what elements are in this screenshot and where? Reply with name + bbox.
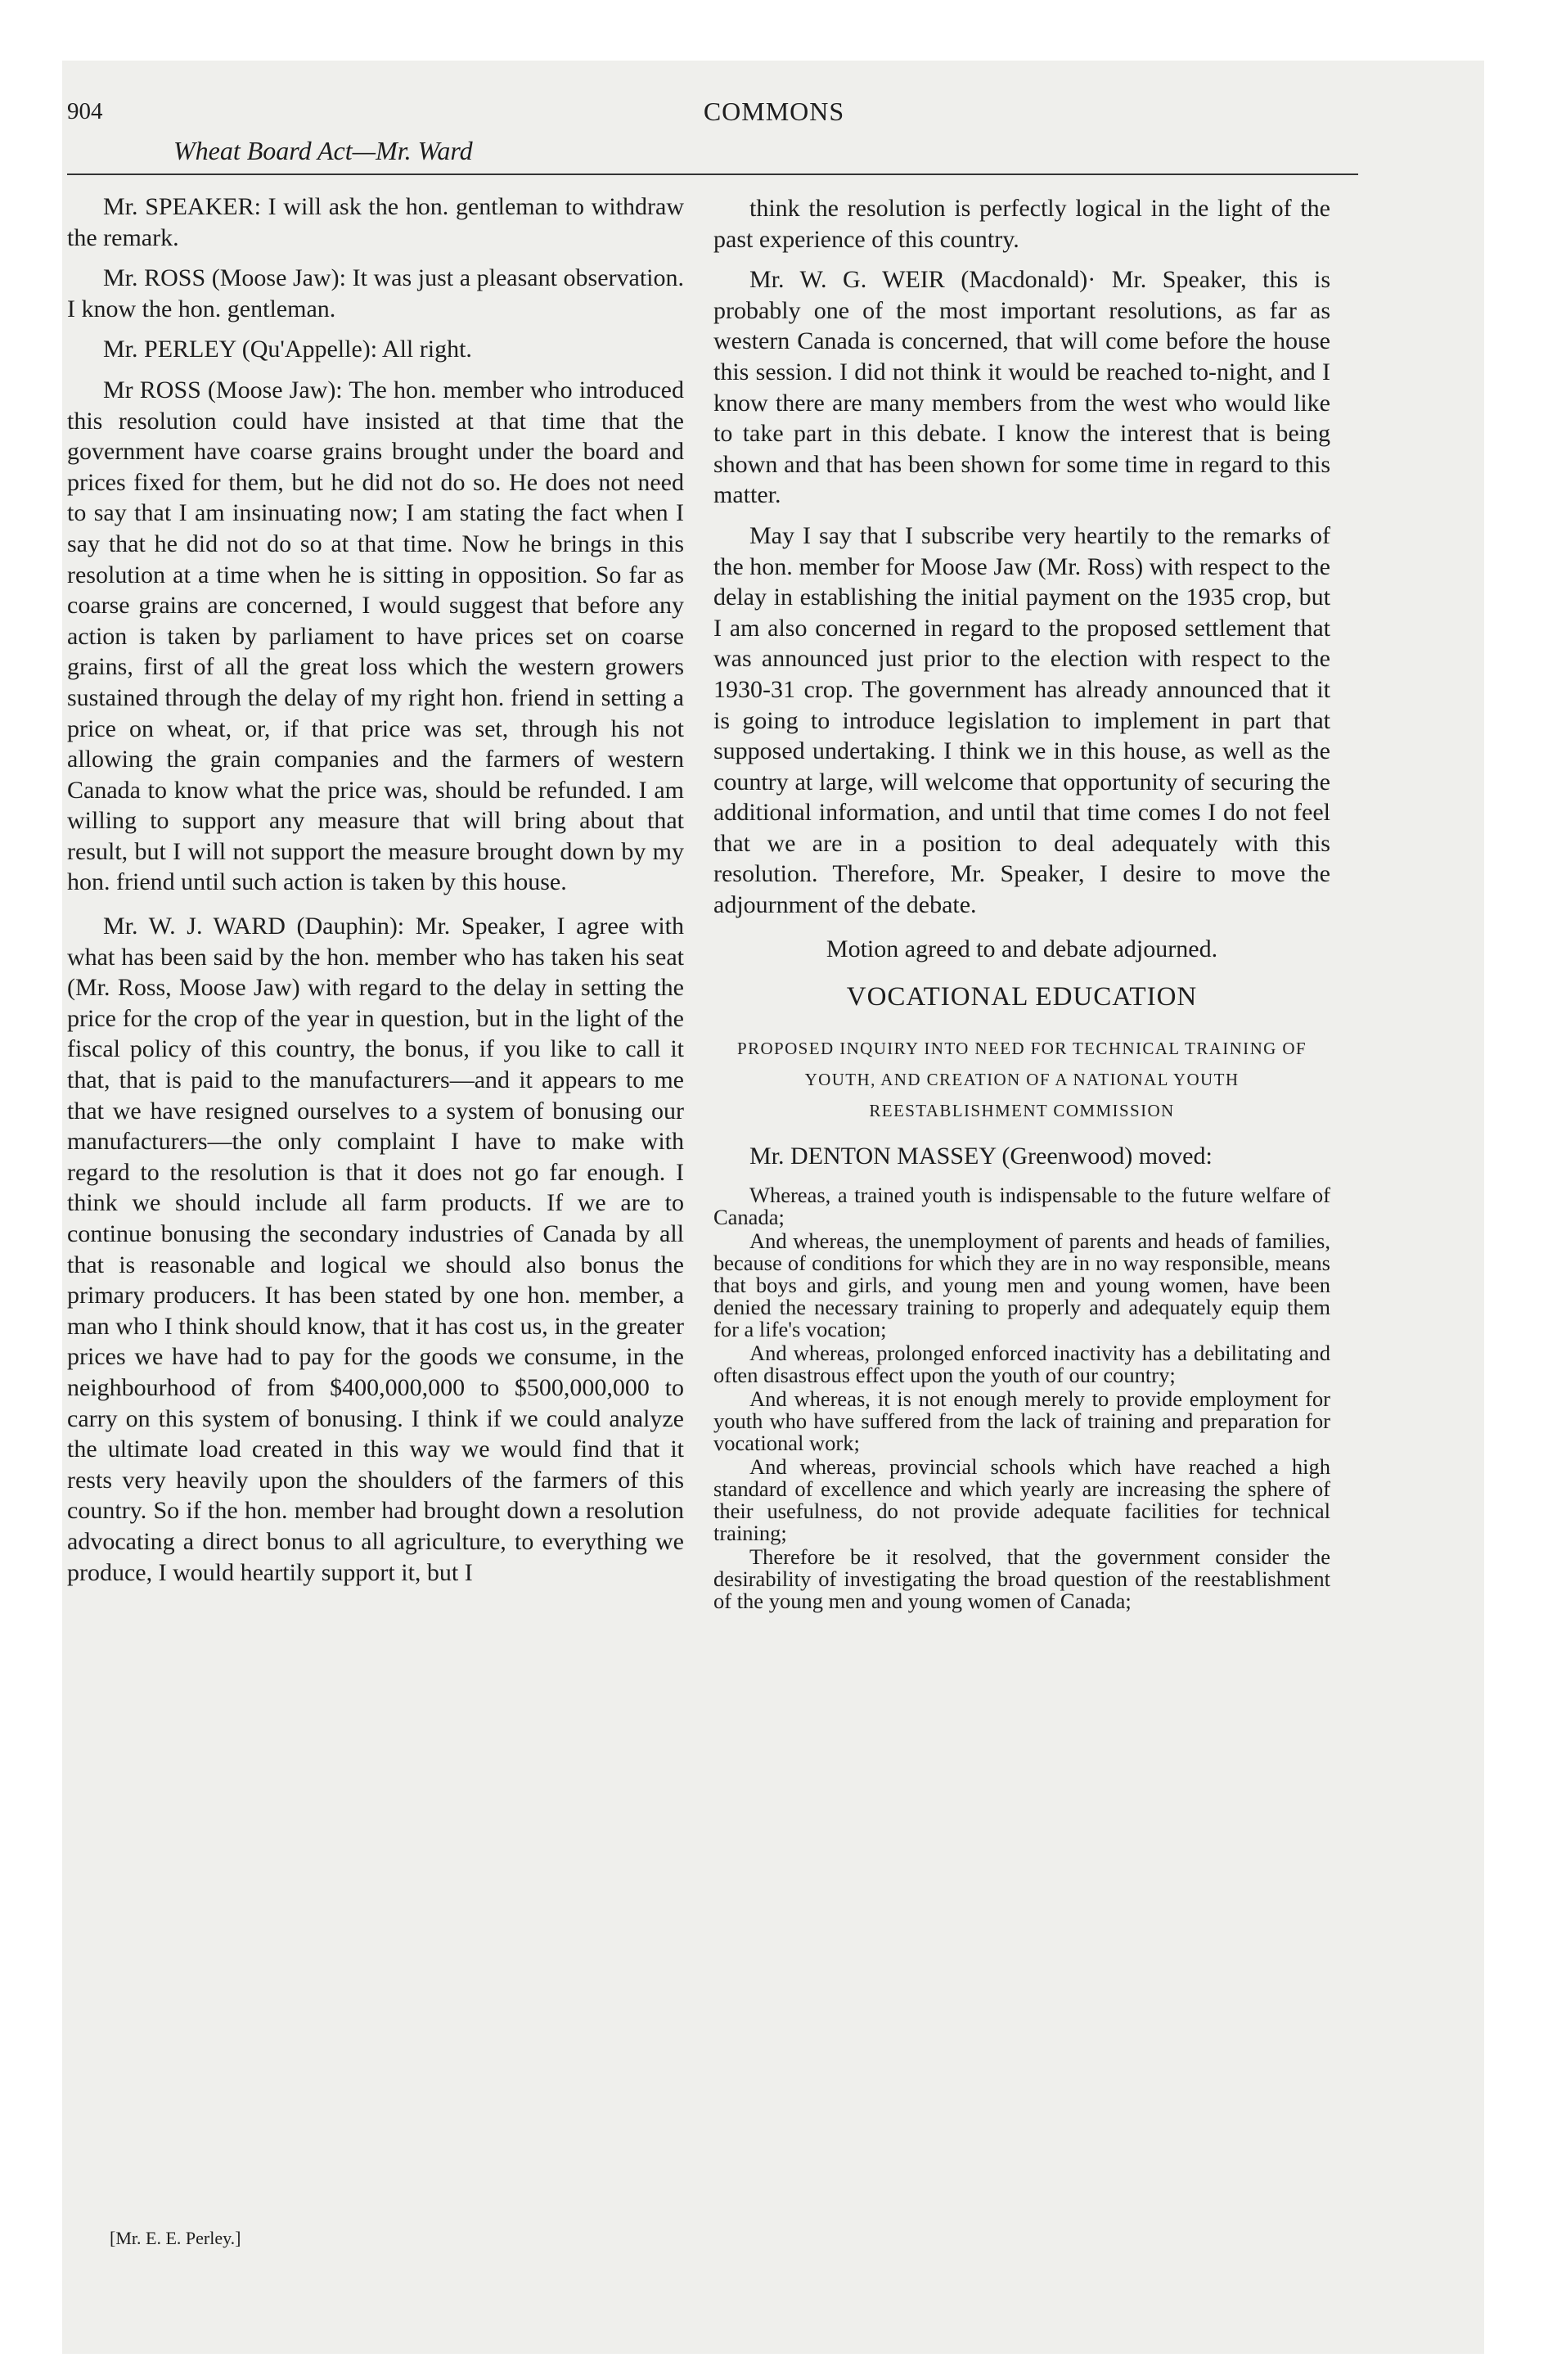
mover-line: Mr. DENTON MASSEY (Greenwood) moved: bbox=[749, 1142, 1213, 1170]
page-title: COMMONS bbox=[703, 97, 845, 126]
resolution-clause: Therefore be it resolved, that the government consider the desirability of investigating the broad question of the reestablishment of the young men and young women of Canada; bbox=[713, 1544, 1330, 1614]
paragraph: think the resolution is perfectly logical in the light of the past experience of this country. bbox=[713, 195, 1330, 253]
resolution-clause: And whereas, provincial schools which have reached a high standard of excellence and which yearly are increasing the sphere of their usefulness, do not provide adequate facilities for technical training; bbox=[713, 1454, 1330, 1546]
paragraph: Mr. W. G. WEIR (Macdonald)· Mr. Speaker, this is probably one of the most important resolutions, as far as western Canada is concerned, that will come before the house this session. I did not think it would be reached to-night, and I know there are many members from the west who would like to take part in this debate. I know the interest that is being shown and that has been shown for some time in regard to this matter. bbox=[713, 266, 1330, 509]
section-heading: VOCATIONAL EDUCATION bbox=[846, 982, 1198, 1012]
paragraph: Mr. PERLEY (Qu'Appelle): All right. bbox=[103, 336, 472, 363]
paragraph: Mr. SPEAKER: I will ask the hon. gentleman to withdraw the remark. bbox=[67, 193, 684, 251]
paragraph: May I say that I subscribe very heartily to the remarks of the hon. member for Moose Jaw (Mr. Ross) with respect to the delay in establishing the initial payment on the 1935 crop, but I am also concerned in regard to the proposed settlement that was announced just prior to the election with respect to the 1930-31 crop. The government has already announced that it is going to introduce legislation to implement in part that supposed undertaking. I think we in this house, as well as the country at large, will welcome that opportunity of securing the additional information, and until that time comes I do not feel that we are in a position to deal adequately with this resolution. Therefore, Mr. Speaker, I desire to move the adjournment of the debate. bbox=[713, 521, 1330, 919]
section-subheading: PROPOSED INQUIRY INTO NEED FOR TECHNICAL TRAINING OF YOUTH, AND CREATION OF A NATIONAL YOUTH REESTABLISHMENT COMMISSION bbox=[736, 1038, 1307, 1120]
paragraph: Mr. W. J. WARD (Dauphin): Mr. Speaker, I agree with what has been said by the hon. member who has taken his seat (Mr. Ross, Moose Jaw) with regard to the delay in setting the price for the crop of the year in question, but in the light of the fiscal policy of this country, the bonus, if you like to call it that, that is paid to the manufacturers—and it appears to me that we have resigned ourselves to a system of bonusing our manufacturers—the only complaint I have to make with regard to the resolution is that it does not go far enough. I think we should include all farm products. If we are to continue bonusing the secondary industries of Canada by all that is reasonable and logical we should also bonus the primary producers. It has been stated by one hon. member, a man who I think should know, that it has cost us, in the greater prices we have had to pay for the goods we consume, in the neighbourhood of from $400,000,000 to $500,000,000 to carry on this system of bonusing. I think if we could analyze the ultimate load created in this way we would find that it rests very heavily upon the shoulders of the farmers of this country. So if the hon. member had brought down a resolution advocating a direct bonus to all agriculture, to everything we produce, I would heartily support it, but I bbox=[67, 913, 684, 1586]
motion-text: Motion agreed to and debate adjourned. bbox=[826, 935, 1218, 962]
resolution-clause: Whereas, a trained youth is indispensable to the future welfare of Canada; bbox=[713, 1183, 1330, 1230]
resolution-clause: And whereas, it is not enough merely to provide employment for youth who have suffered from the lack of training and preparation for vocational work; bbox=[713, 1386, 1330, 1456]
paragraph: Mr ROSS (Moose Jaw): The hon. member who introduced this resolution could have insisted at that time that the government have coarse grains brought under the board and prices fixed for them, but he did not do so. He does not need to say that I am insinuating now; I am stating the fact when I say that he did not do so at that time. Now he brings in this resolution at a time when he is sitting in opposition. So far as coarse grains are concerned, I would suggest that before any action is taken by parliament to have prices set on coarse grains, first of all the great loss which the western growers sustained through the delay of my right hon. friend in setting a price on wheat, or, if that price was set, through his not allowing the grain companies and the farmers of western Canada to know what the price was, should be refunded. I am willing to support any measure that will bring about that result, but I will not support the measure brought down by my hon. friend until such action is taken by this house. bbox=[67, 376, 684, 896]
paragraph: Mr. ROSS (Moose Jaw): It was just a pleasant observation. I know the hon. gentleman. bbox=[67, 264, 684, 322]
footer-speaker-note: [Mr. E. E. Perley.] bbox=[110, 2228, 241, 2248]
page-number: 904 bbox=[67, 98, 103, 124]
header-rule bbox=[67, 174, 1358, 175]
right-column bbox=[713, 193, 1330, 1614]
page-subtitle: Wheat Board Act—Mr. Ward bbox=[173, 136, 473, 165]
resolution-text bbox=[713, 1184, 1330, 1612]
left-column bbox=[67, 192, 684, 1601]
resolution-clause: And whereas, prolonged enforced inactivity has a debilitating and often disastrous effect upon the youth of our country; bbox=[713, 1341, 1330, 1388]
resolution-clause: And whereas, the unemployment of parents and heads of families, because of conditions for which they are in no way responsible, means that boys and girls, and young men and young women, have been denied the necessary training to properly and adequately equip them for a life's vocation; bbox=[713, 1228, 1330, 1342]
